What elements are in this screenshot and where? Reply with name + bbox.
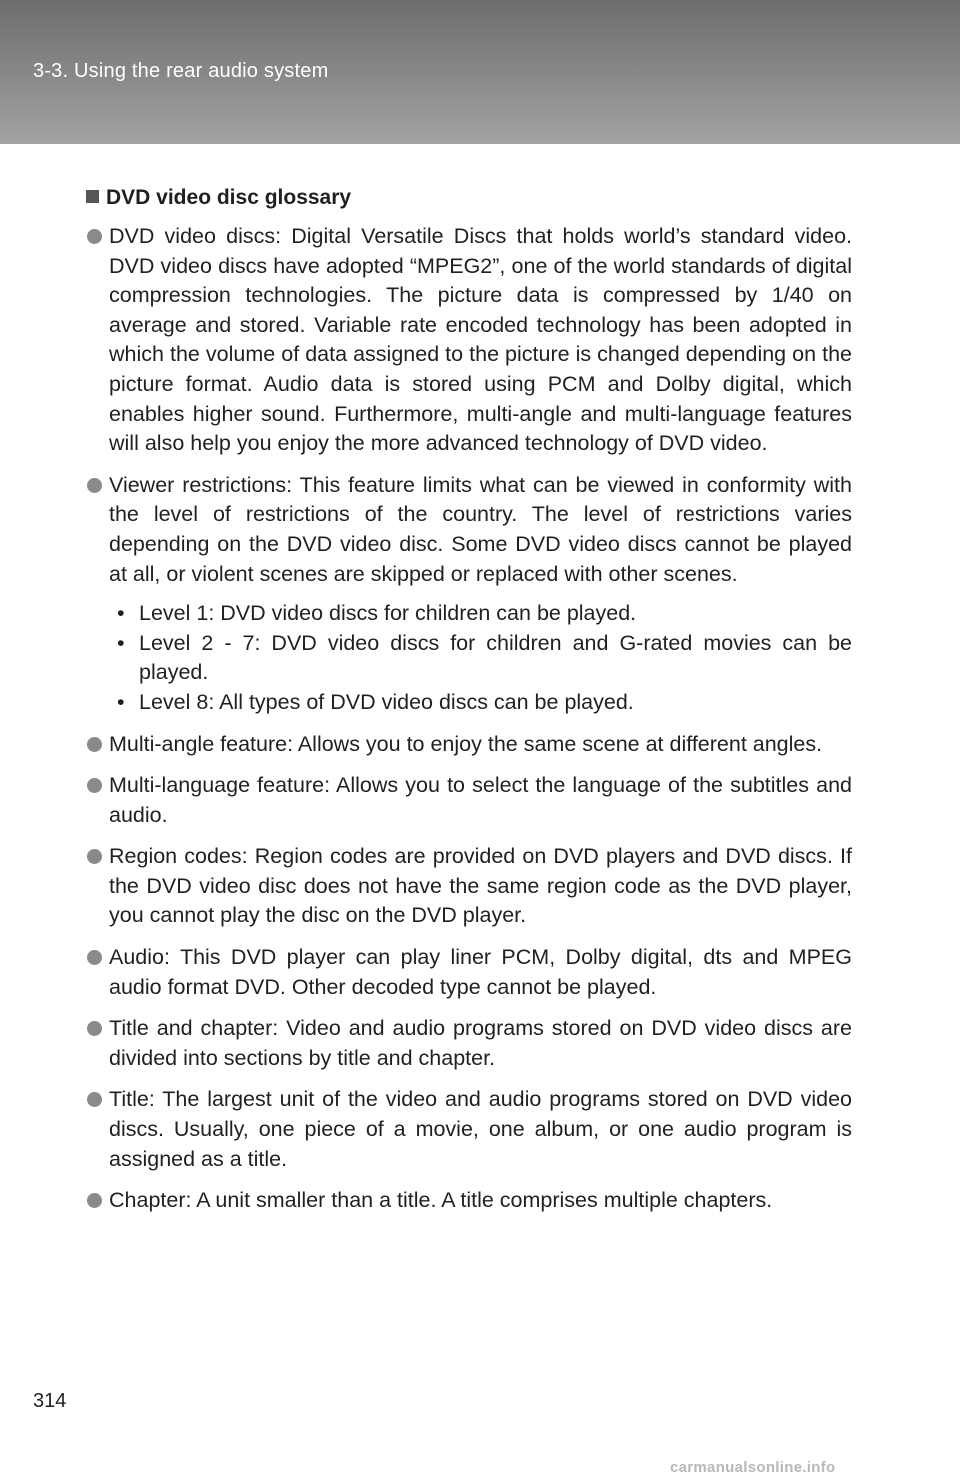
circle-bullet-icon — [87, 737, 102, 752]
header-band — [0, 0, 960, 144]
glossary-list — [86, 222, 852, 1216]
dot-bullet-icon: • — [117, 630, 125, 655]
glossary-item-text: Title and chapter: Video and audio programs stored on DVD video discs are divided into sections by title and chapter. — [109, 1016, 852, 1070]
page-number: 314 — [33, 1390, 67, 1412]
glossary-item-title-and-chapter — [86, 1014, 852, 1073]
glossary-item-region-codes — [86, 842, 852, 931]
restriction-level-item — [109, 599, 852, 629]
restriction-level-text: Level 1: DVD video discs for children can be played. — [139, 601, 637, 626]
circle-bullet-icon — [87, 778, 102, 793]
circle-bullet-icon — [87, 229, 102, 244]
glossary-heading-text: DVD video disc glossary — [106, 186, 352, 209]
section-breadcrumb: 3-3. Using the rear audio system — [33, 60, 329, 82]
glossary-item-multi-angle — [86, 730, 852, 760]
glossary-item-title — [86, 1085, 852, 1174]
glossary-item-audio — [86, 943, 852, 1002]
glossary-item-multi-language — [86, 771, 852, 830]
restriction-level-text: Level 8: All types of DVD video discs can be played. — [139, 689, 634, 714]
circle-bullet-icon — [87, 849, 102, 864]
glossary-item-text: Viewer restrictions: This feature limits what can be viewed in conformity with the level of restrictions of the country. The level of restrictions varies depending on the DVD video disc. Some DVD video discs cannot be played at all, or violent scenes are skipped or replaced with other scenes. — [109, 472, 852, 586]
restriction-level-text: Level 2 - 7: DVD video discs for children and G-rated movies can be played. — [139, 630, 852, 685]
circle-bullet-icon — [87, 950, 102, 965]
glossary-item-text: Multi-language feature: Allows you to select the language of the subtitles and audio. — [109, 773, 852, 827]
circle-bullet-icon — [87, 478, 102, 493]
restriction-levels-list — [109, 599, 852, 717]
square-bullet-icon — [86, 190, 99, 203]
watermark: carmanualsonline.info — [670, 1459, 836, 1476]
glossary-item-text: Audio: This DVD player can play liner PCM, Dolby digital, dts and MPEG audio format DVD. Other decoded type cannot be played. — [109, 945, 852, 999]
glossary-item-viewer-restrictions — [86, 471, 852, 718]
glossary-item-text: DVD video discs: Digital Versatile Discs that holds world’s standard video. DVD video discs have adopted “MPEG2”, one of the world standards of digital compression technologies. The picture data is compressed by 1/40 on average and stored. Variable rate encoded technology has been adopted in which the volume of data assigned to the picture is changed depending on the picture format. Audio data is stored using PCM and Dolby digital, which enables higher sound. Furthermore, multi-angle and multi-language features will also help you enjoy the more advanced technology of DVD video. — [109, 224, 852, 456]
glossary-item-text: Region codes: Region codes are provided on DVD players and DVD discs. If the DVD video disc does not have the same region code as the DVD player, you cannot play the disc on the DVD player. — [109, 844, 852, 928]
glossary-item-text: Multi-angle feature: Allows you to enjoy the same scene at different angles. — [109, 731, 823, 756]
restriction-level-item — [109, 629, 852, 688]
glossary-item-text: Title: The largest unit of the video and audio programs stored on DVD video discs. Usually, one piece of a movie, one album, or one audio program is assigned as a title. — [109, 1087, 852, 1171]
circle-bullet-icon — [87, 1092, 102, 1107]
dot-bullet-icon: • — [117, 689, 125, 714]
glossary-item-chapter — [86, 1186, 852, 1216]
dot-bullet-icon: • — [117, 601, 125, 626]
glossary-heading — [86, 186, 351, 210]
glossary-item-text: Chapter: A unit smaller than a title. A title comprises multiple chapters. — [109, 1188, 773, 1213]
restriction-level-item — [109, 688, 852, 718]
circle-bullet-icon — [87, 1193, 102, 1208]
glossary-item-dvd-video-discs — [86, 222, 852, 459]
circle-bullet-icon — [87, 1021, 102, 1036]
